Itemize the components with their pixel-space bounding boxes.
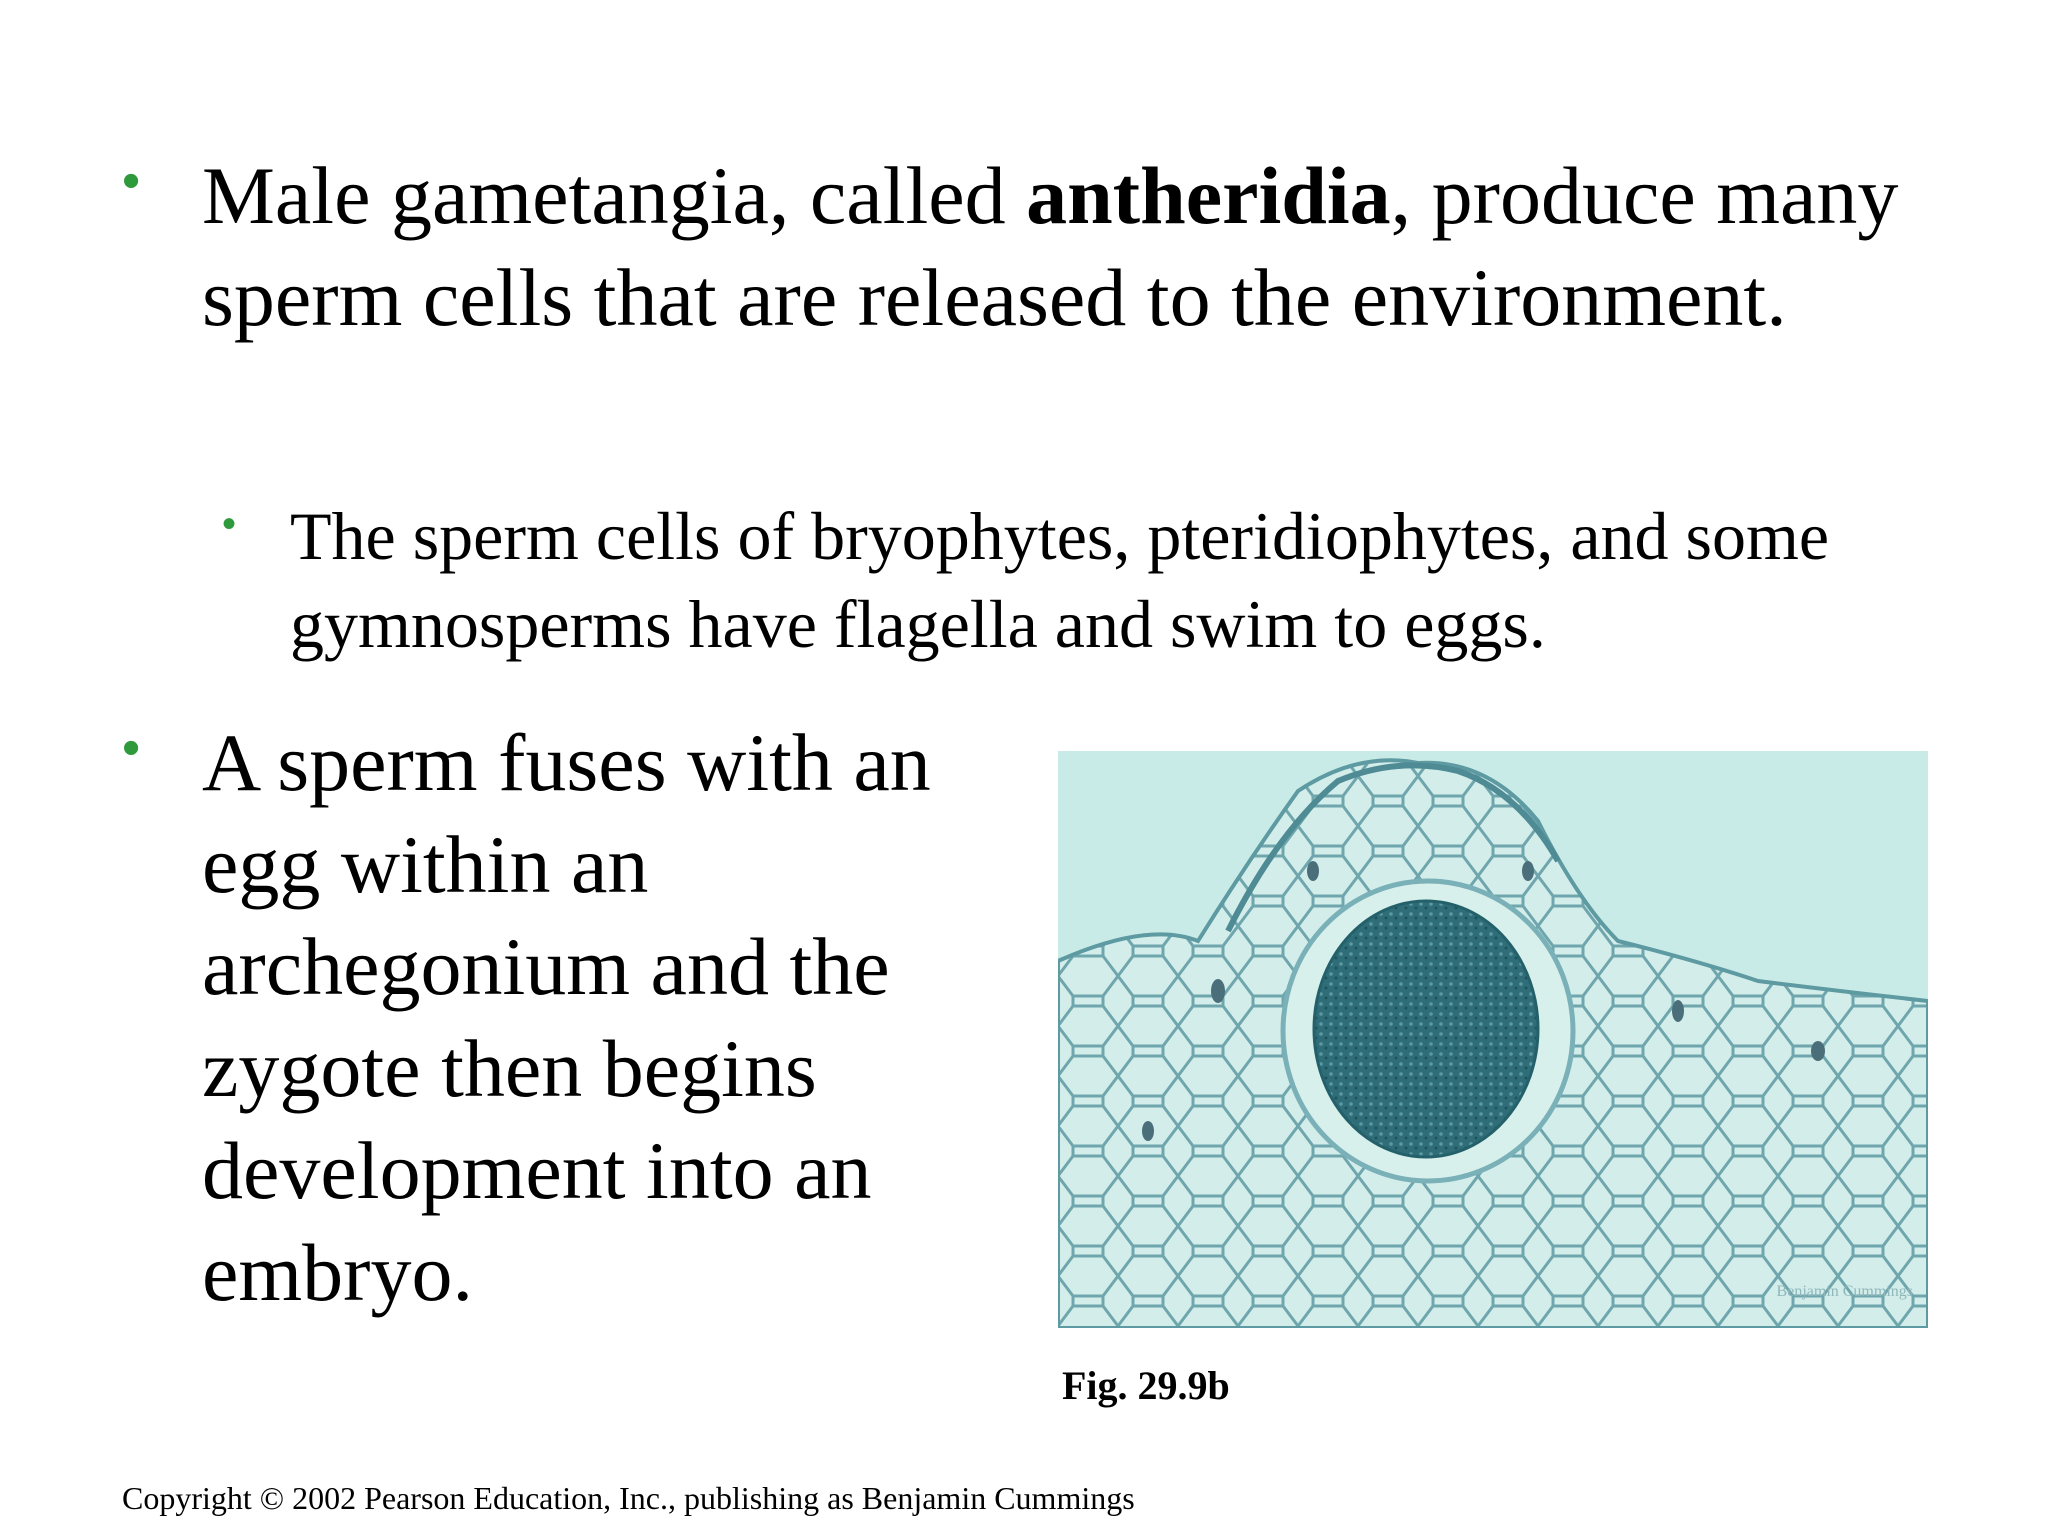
bullet-antheridia-text-before: Male gametangia, called xyxy=(202,150,1027,241)
sub-bullet-sperm-flagella xyxy=(222,492,1942,668)
bullet-antheridia xyxy=(122,145,1922,349)
figure-caption: Fig. 29.9b xyxy=(1062,1363,1230,1408)
bullet-dot-icon: • xyxy=(122,719,141,777)
bullet-dot-icon: • xyxy=(222,502,237,546)
sub-bullet-text: The sperm cells of bryophytes, pteridiophytes, and some gymnosperms have flagella and swim to eggs. xyxy=(290,498,1830,662)
micrograph-watermark: Benjamin Cummings xyxy=(1776,1283,1913,1300)
bullet-antheridia-text-after: , produce many sperm cells that are released to the environment. xyxy=(202,150,1899,343)
bullet-fertilization xyxy=(122,712,1022,1324)
bullet-dot-icon: • xyxy=(122,152,141,210)
micrograph-image xyxy=(1058,751,1928,1328)
bullet-fertilization-text: A sperm fuses with an egg within an archegonium and the zygote then begins development into an embryo. xyxy=(202,717,931,1318)
copyright-footer: Copyright © 2002 Pearson Education, Inc., publishing as Benjamin Cummings xyxy=(122,1480,1135,1516)
bullet-antheridia-text xyxy=(202,145,1902,349)
antheridia-term: antheridia xyxy=(1026,150,1391,241)
archegonium-micrograph xyxy=(1058,751,1928,1328)
